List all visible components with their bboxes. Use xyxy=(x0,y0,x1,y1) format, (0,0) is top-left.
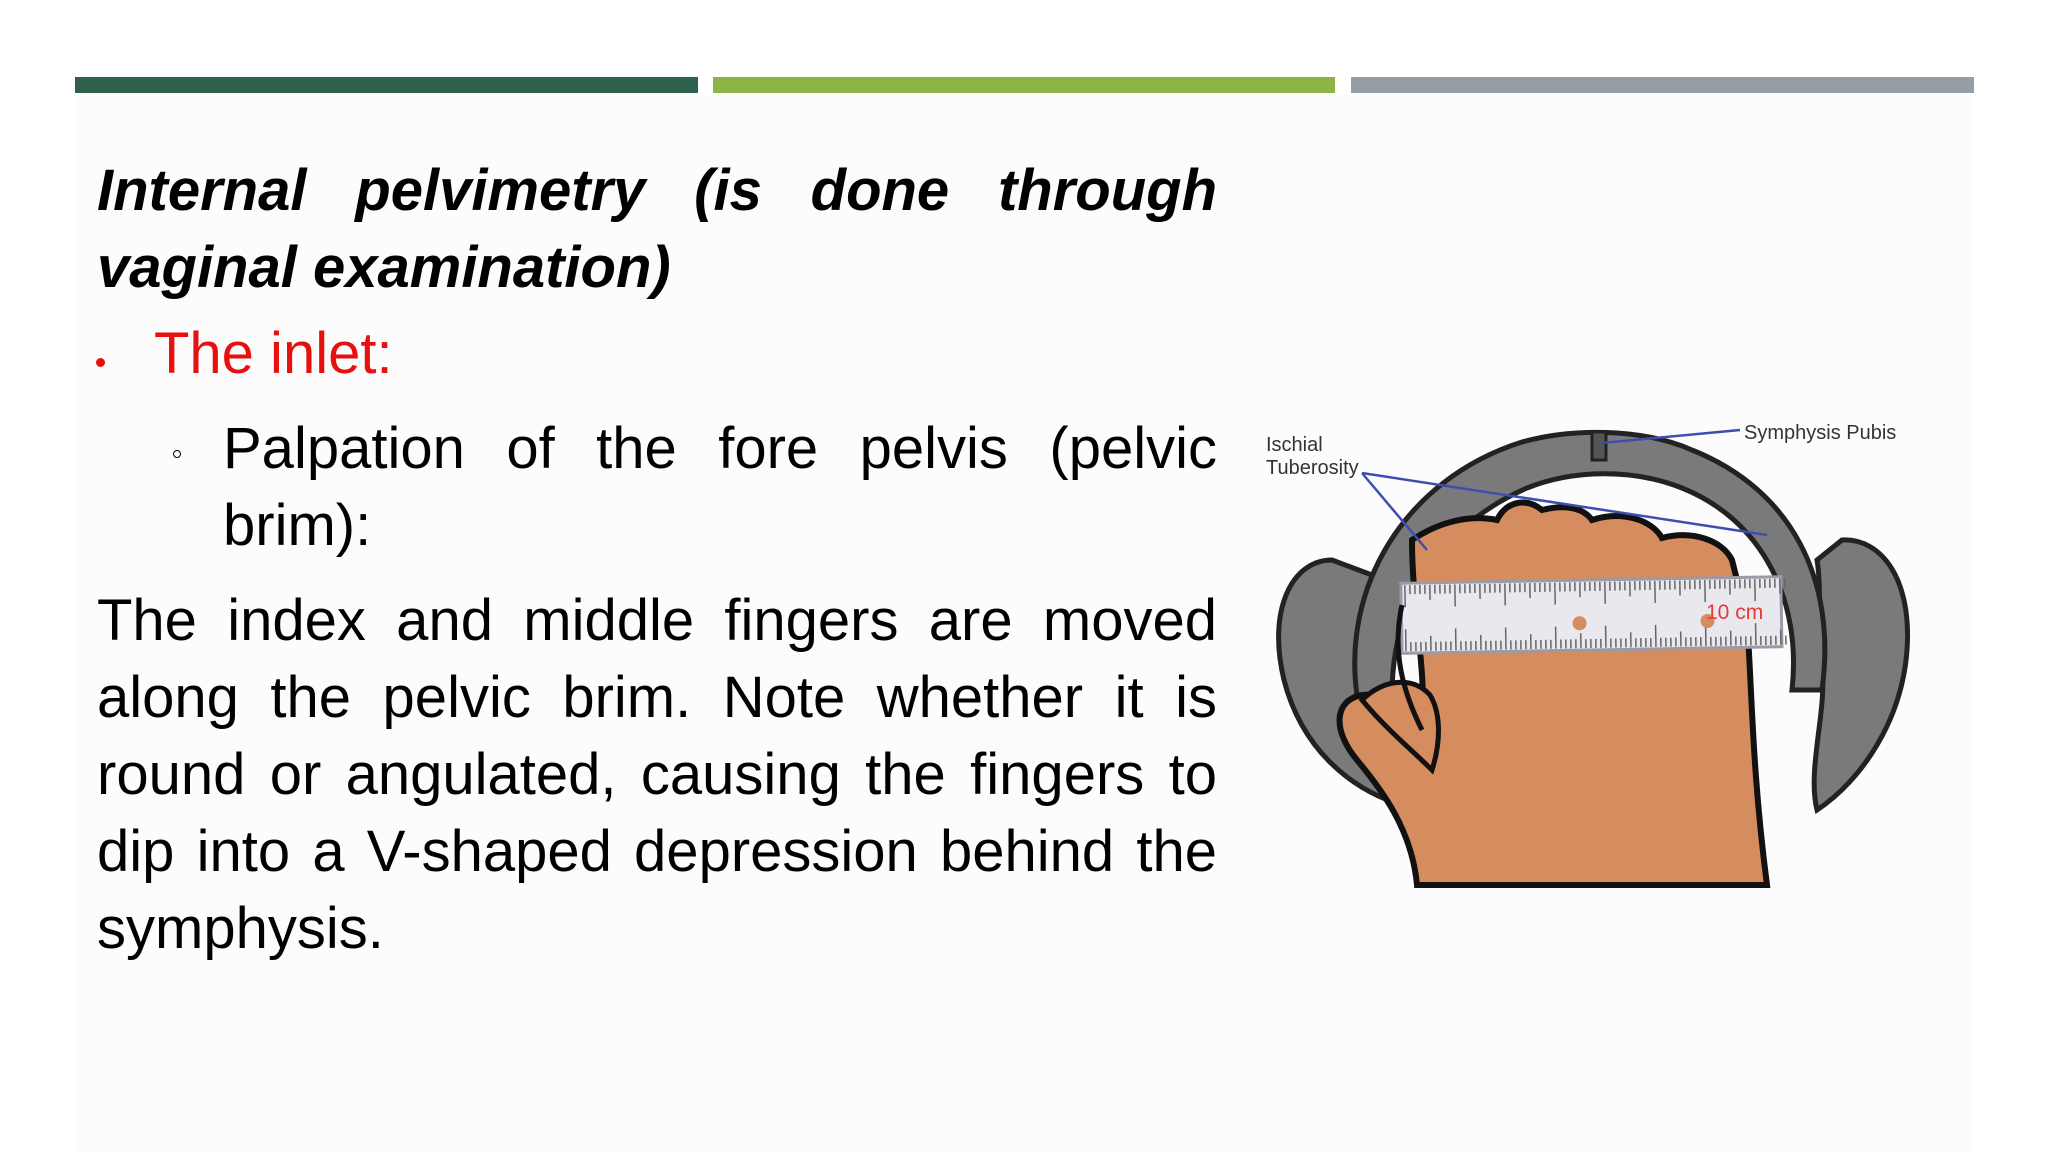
bullet-inlet-text: The inlet: xyxy=(154,321,393,386)
bullet-inlet xyxy=(97,318,1217,390)
label-tuberosity: Tuberosity xyxy=(1266,457,1359,479)
pelvimetry-illustration xyxy=(1262,410,1922,890)
header-bar-light-green xyxy=(713,77,1335,93)
label-ischial: Ischial xyxy=(1266,434,1323,456)
sub-bullet-marker xyxy=(173,450,181,458)
body-paragraph: The index and middle fingers are moved along the pelvic brim. Note whether it is round or angulated, causing the fingers to dip into a V-shaped depression behind the symphysis. xyxy=(97,588,1217,961)
bullet-marker xyxy=(96,358,105,367)
header-bar-dark-green xyxy=(75,77,698,93)
label-symphysis-pubis: Symphysis Pubis xyxy=(1744,422,1897,444)
symphysis-mark xyxy=(1592,432,1606,460)
header-bar-gray xyxy=(1351,77,1974,93)
right-iliac-wing xyxy=(1814,540,1907,810)
pelvis-hand-diagram xyxy=(1262,410,1922,890)
sub-bullet-palpation-text: Palpation of the fore pelvis (pelvic brim): xyxy=(223,416,1217,558)
slide-heading: Internal pelvimetry (is done through vaginal examination) xyxy=(97,158,1217,300)
sub-bullet-palpation xyxy=(97,410,1217,564)
label-ruler-10cm: 10 cm xyxy=(1706,601,1764,624)
slide-content xyxy=(97,152,1217,1025)
